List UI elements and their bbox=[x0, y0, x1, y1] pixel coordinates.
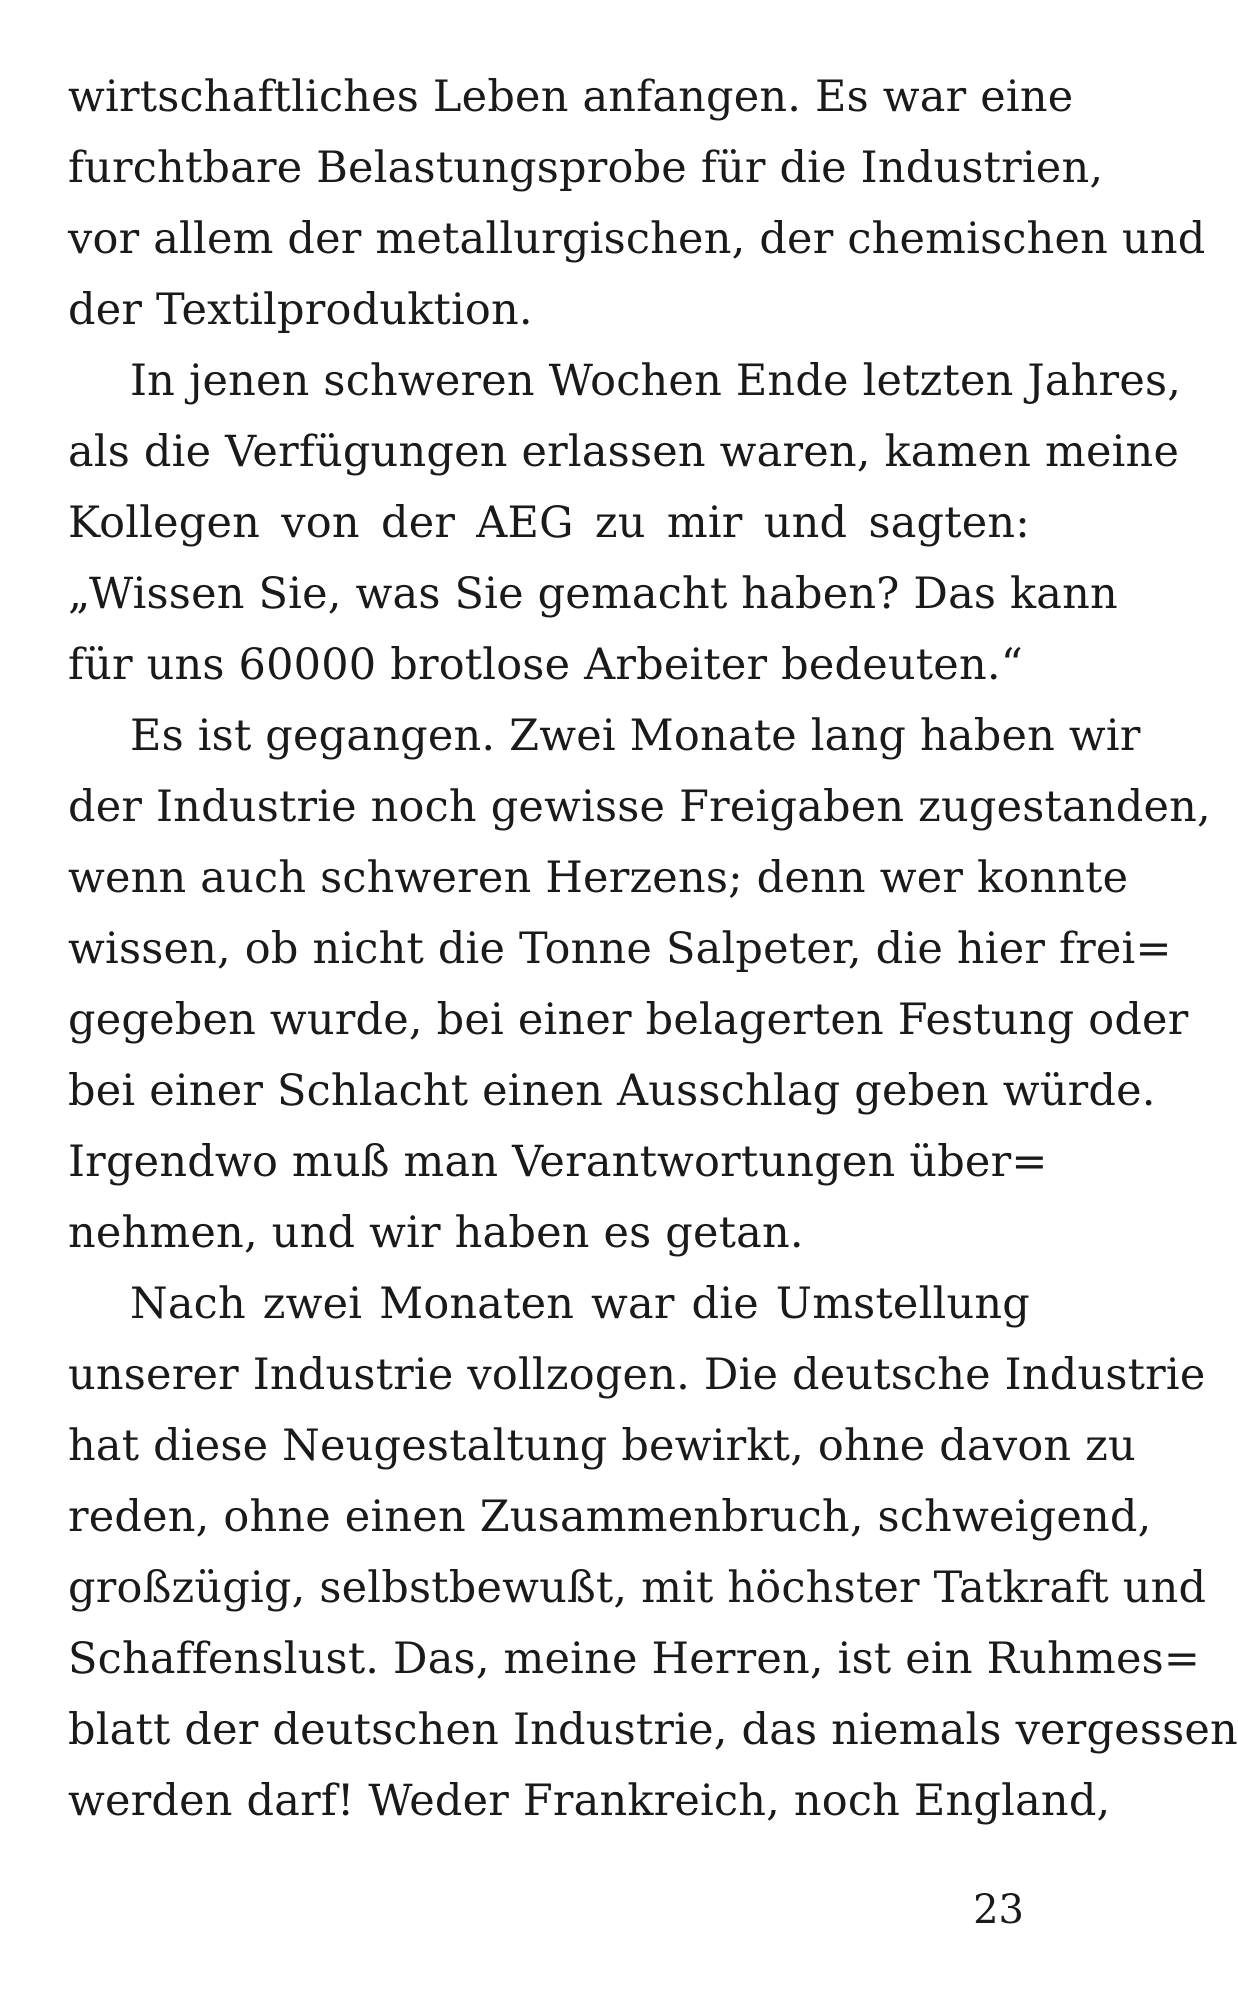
paragraph-3 bbox=[68, 701, 1211, 1269]
text-line: Nach zwei Monaten war die Umstellung bbox=[130, 1279, 1030, 1329]
text-line: blatt der deutschen Industrie, das niemals vergessen bbox=[68, 1705, 1238, 1755]
text-line: nehmen, und wir haben es getan. bbox=[68, 1208, 804, 1258]
text-line: reden, ohne einen Zusammenbruch, schweigend, bbox=[68, 1492, 1152, 1542]
text-line: für uns 60000 brotlose Arbeiter bedeuten.“ bbox=[68, 640, 1023, 690]
text-line: großzügig, selbstbewußt, mit höchster Tatkraft und bbox=[68, 1563, 1207, 1613]
text-line: hat diese Neugestaltung bewirkt, ohne davon zu bbox=[68, 1421, 1136, 1471]
text-line: Es ist gegangen. Zwei Monate lang haben wir bbox=[130, 711, 1141, 761]
text-line: der Textilproduktion. bbox=[68, 285, 533, 335]
body-text bbox=[68, 62, 1238, 1837]
text-line: bei einer Schlacht einen Ausschlag geben würde. bbox=[68, 1066, 1156, 1116]
paragraph-1 bbox=[68, 62, 1206, 346]
text-line: der Industrie noch gewisse Freigaben zugestanden, bbox=[68, 782, 1211, 832]
text-line: In jenen schweren Wochen Ende letzten Jahres, bbox=[130, 356, 1182, 406]
text-line: Kollegen von der AEG zu mir und sagten: bbox=[68, 498, 1030, 548]
text-line: „Wissen Sie, was Sie gemacht haben? Das kann bbox=[68, 569, 1118, 619]
text-line: unserer Industrie vollzogen. Die deutsche Industrie bbox=[68, 1350, 1206, 1400]
text-line: wissen, ob nicht die Tonne Salpeter, die hier frei= bbox=[68, 924, 1172, 974]
text-line: Irgendwo muß man Verantwortungen über= bbox=[68, 1137, 1048, 1187]
text-line: gegeben wurde, bei einer belagerten Festung oder bbox=[68, 995, 1189, 1045]
text-line: als die Verfügungen erlassen waren, kamen meine bbox=[68, 427, 1180, 477]
text-line: wirtschaftliches Leben anfangen. Es war eine bbox=[68, 72, 1074, 122]
text-line: werden darf! Weder Frankreich, noch England, bbox=[68, 1776, 1111, 1826]
paragraph-4 bbox=[68, 1269, 1238, 1837]
text-line: vor allem der metallurgischen, der chemischen und bbox=[68, 214, 1206, 264]
paragraph-2 bbox=[68, 346, 1182, 701]
text-line: furchtbare Belastungsprobe für die Industrien, bbox=[68, 143, 1104, 193]
text-line: Schaffenslust. Das, meine Herren, ist ein Ruhmes= bbox=[68, 1634, 1201, 1684]
page-number: 23 bbox=[973, 1887, 1024, 1933]
text-line: wenn auch schweren Herzens; denn wer konnte bbox=[68, 853, 1129, 903]
